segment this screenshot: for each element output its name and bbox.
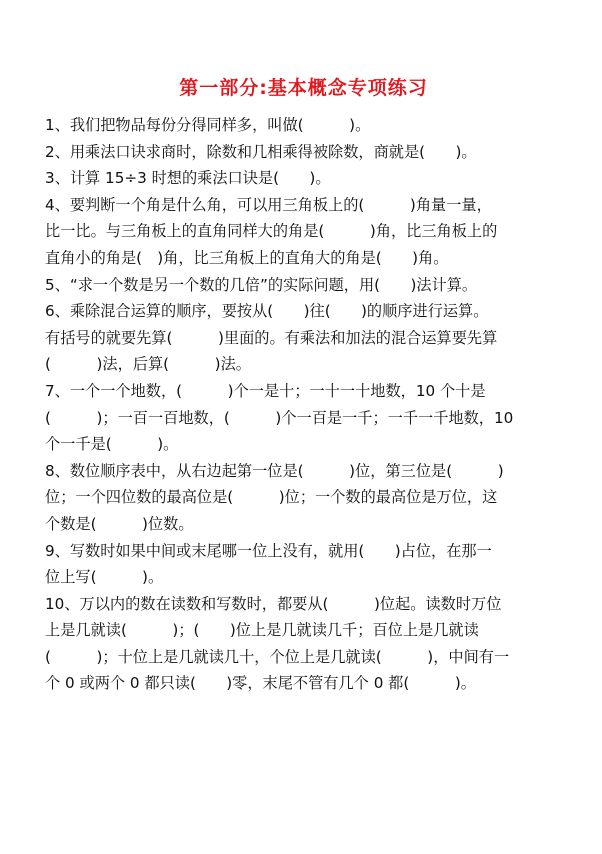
question-line: 上是几就读( )；( )位上是几就读几千；百位上是几就读 (45, 621, 479, 640)
question-line: 4、要判断一个角是什么角，可以用三角板上的( )角量一量， (45, 195, 492, 214)
question-line: ( )；十位上是几就读几十，个位上是几就读( )，中间有一 (45, 647, 510, 666)
question-9 (45, 538, 562, 591)
question-1 (45, 112, 562, 139)
question-4 (45, 192, 562, 272)
question-line: 8、数位顺序表中，从右边起第一位是( )位，第三位是( ) (45, 461, 504, 480)
question-line: 9、写数时如果中间或末尾哪一位上没有，就用( )占位，在那一 (45, 541, 492, 560)
question-line: ( )；一百一百地数，( )个一百是一千；一千一千地数，10 (45, 408, 514, 427)
question-3 (45, 165, 562, 192)
question-line: 7、一个一个地数，( )个一是十；一十一十地数，10 个十是 (45, 381, 486, 400)
question-line: 3、计算 15÷3 时想的乘法口诀是( )。 (45, 169, 331, 188)
question-line: 6、乘除混合运算的顺序，要按从( )往( )的顺序进行运算。 (45, 302, 489, 321)
question-line: 比一比。与三角板上的直角同样大的角是( )角，比三角板上的 (45, 222, 498, 241)
question-line: 位上写( )。 (45, 568, 164, 587)
question-line: 个一千是( )。 (45, 435, 179, 454)
question-line: 1、我们把物品每份分得同样多，叫做( )。 (45, 116, 371, 134)
question-list (45, 112, 562, 697)
question-line: 5、“求一个数是另一个数的几倍”的实际问题，用( )法计算。 (45, 275, 478, 294)
question-line: 个数是( )位数。 (45, 514, 194, 533)
worksheet-title: 第一部分:基本概念专项练习 (179, 77, 428, 99)
question-line: 位；一个四位数的最高位是( )位；一个数的最高位是万位，这 (45, 488, 498, 507)
question-2 (45, 139, 562, 166)
question-line: 直角小的角是( )角，比三角板上的直角大的角是( )角。 (45, 248, 449, 267)
question-10 (45, 591, 562, 697)
question-7 (45, 378, 562, 458)
question-8 (45, 458, 562, 538)
question-5 (45, 272, 562, 299)
question-line: 有括号的就要先算( )里面的。有乘法和加法的混合运算要先算 (45, 328, 498, 347)
question-6 (45, 298, 562, 378)
question-line: ( )法，后算( )法。 (45, 355, 251, 374)
question-line: 个 0 或两个 0 都只读( )零，末尾不管有几个 0 都( )。 (45, 674, 476, 693)
question-line: 2、用乘法口诀求商时，除数和几相乘得被除数，商就是( )。 (45, 142, 477, 161)
question-line: 10、万以内的数在读数和写数时，都要从( )位起。读数时万位 (45, 594, 502, 613)
